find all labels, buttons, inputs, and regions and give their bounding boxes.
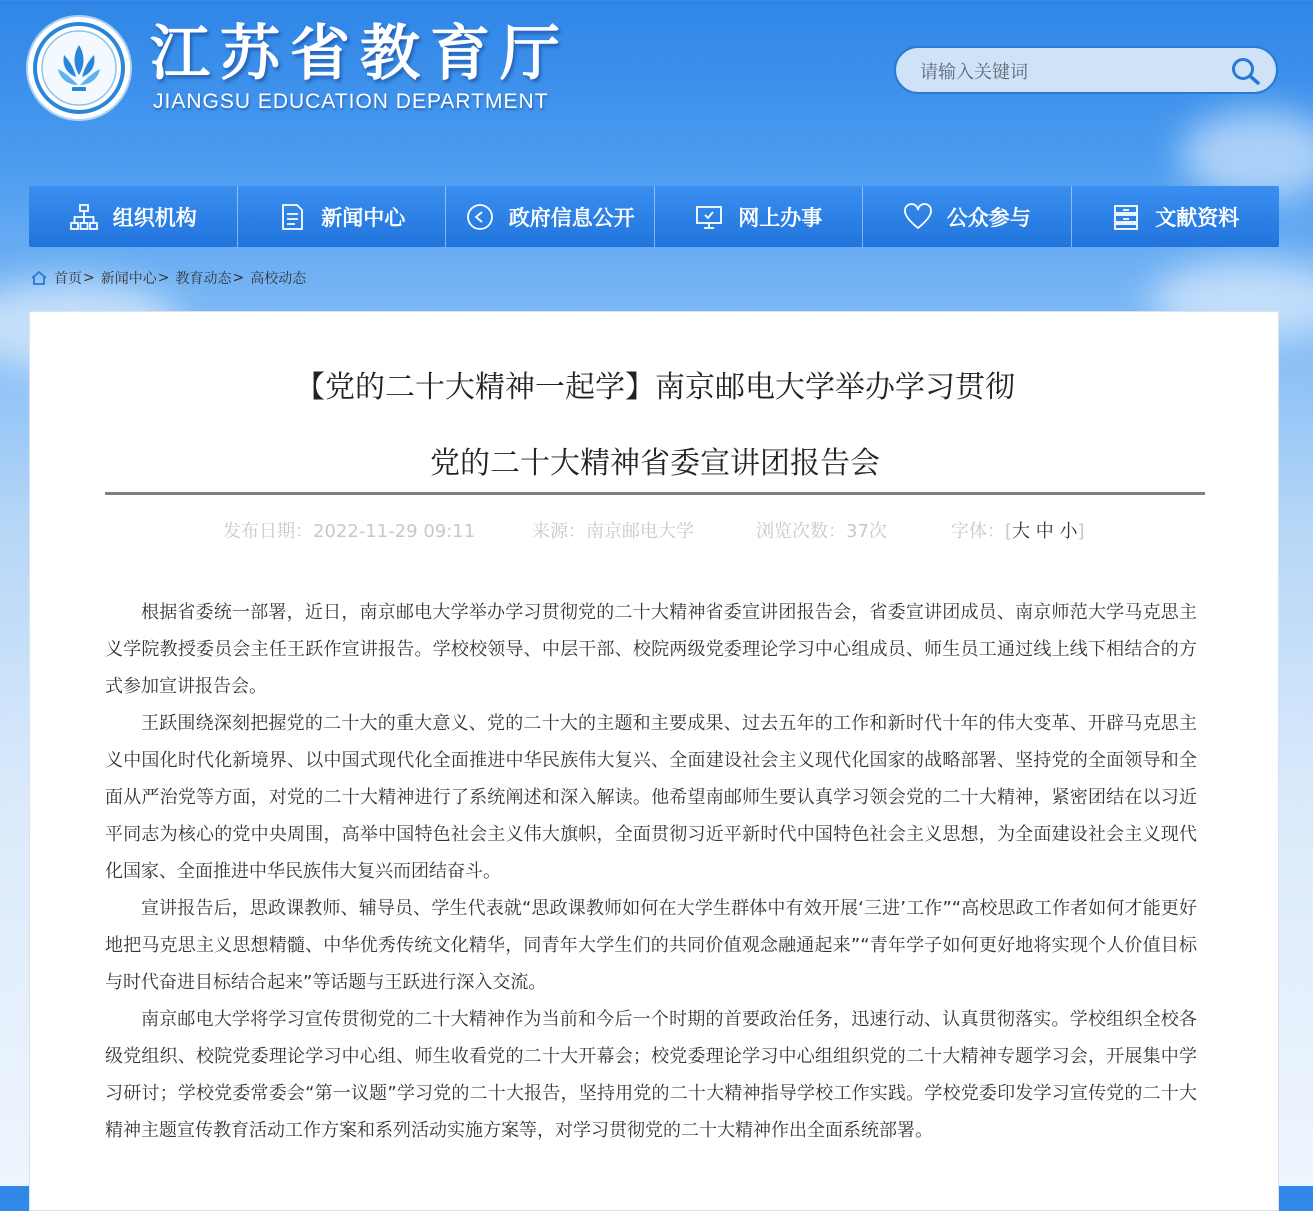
breadcrumb-university-news[interactable]: 高校动态 [250,271,307,287]
breadcrumb-home[interactable]: 首页 [54,271,82,287]
publish-date-value: 2022-11-29 09:11 [313,521,476,542]
site-title: 江苏省教育厅 [150,19,570,89]
font-size-control: 字体：[大 中 小] [951,521,1085,542]
search-button[interactable] [1230,56,1262,86]
breadcrumb-education-news[interactable]: 教育动态 [175,271,232,287]
title-divider [105,492,1205,495]
article-paragraph: 王跃围绕深刻把握党的二十大的重大意义、党的二十大的主题和主要成果、过去五年的工作和新时代十年的伟大变革、开辟马克思主义中国化时代化新境界、以中国式现代化全面推进中华民族伟大复兴、全面建设社会主义现代化国家的战略部署、坚持党的全面领导和全面从严治党等方面，对党的二十大精神进行了系统阐述和深入解读。他希望南邮师生要认真学习领会党的二十大精神，紧密团结在以习近平同志为核心的党中央周围，高举中国特色社会主义伟大旗帜，全面贯彻习近平新时代中国特色社会主义思想，为全面建设社会主义现代化国家、全面推进中华民族伟大复兴而团结奋斗。 [105,713,1197,882]
views-value: 37次 [846,521,887,542]
nav-label: 政府信息公开 [508,205,635,230]
nav-item-documents[interactable] [1072,186,1280,247]
home-icon [30,270,48,286]
breadcrumb-separator: > [83,270,95,286]
search-box [894,46,1278,94]
search-icon [1230,56,1262,86]
article-title-line1: 【党的二十大精神一起学】南京邮电大学举办学习贯彻 [295,370,1015,405]
breadcrumb [30,268,306,288]
main-navigation [29,186,1279,247]
nav-label: 组织机构 [112,205,197,230]
org-chart-icon [69,202,99,232]
breadcrumb-news-center[interactable]: 新闻中心 [100,271,157,287]
nav-item-public-participation[interactable] [863,186,1072,247]
article-source [532,517,694,543]
nav-label: 新闻中心 [321,205,406,230]
emblem-icon [28,17,130,119]
nav-label: 网上办事 [738,205,823,230]
nav-label: 文献资料 [1155,205,1240,230]
article-paragraph: 宣讲报告后，思政课教师、辅导员、学生代表就“思政课教师如何在大学生群体中有效开展‘三进’工作”“高校思政工作者如何才能更好地把马克思主义思想精髓、中华优秀传统文化精华，同青年大学生们的共同价值观念融通起来”“青年学子如何更好地将实现个人价值目标与时代奋进目标结合起来”等话题与王跃进行深入交流。 [105,898,1197,993]
nav-item-gov-info[interactable] [446,186,655,247]
nav-item-news-center[interactable] [238,186,447,247]
article-title-line2: 党的二十大精神省委宣讲团报告会 [430,446,880,481]
font-size-label: 字体： [951,521,1005,542]
font-size-small[interactable]: 小 [1059,521,1078,542]
article-body [105,594,1197,1149]
article-paragraph: 南京邮电大学将学习宣传贯彻党的二十大精神作为当前和今后一个时期的首要政治任务，迅速行动、认真贯彻落实。学校组织全校各级党组织、校院党委理论学习中心组、师生收看党的二十大开幕会；校党委理论学习中心组组织党的二十大精神专题学习会，开展集中学习研讨；学校党委常委会“第一议题”学习党的二十大报告，坚持用党的二十大精神指导学校工作实践。学校党委印发学习宣传党的二十大精神主题宣传教育活动工作方案和系列活动实施方案等，对学习贯彻党的二十大精神作出全面系统部署。 [105,1009,1197,1141]
source-label: 来源： [532,521,586,542]
publish-date [223,517,475,543]
monitor-icon [694,202,724,232]
font-size-medium[interactable]: 中 [1035,521,1054,542]
views-label: 浏览次数： [756,521,846,542]
site-subtitle: JIANGSU EDUCATION DEPARTMENT [153,90,549,113]
view-count [756,517,887,543]
article-card [29,311,1279,1211]
article-paragraph: 根据省委统一部署，近日，南京邮电大学举办学习贯彻党的二十大精神省委宣讲团报告会，省委宣讲团成员、南京师范大学马克思主义学院教授委员会主任王跃作宣讲报告。学校校领导、中层干部、校院两级党委理论学习中心组成员、师生员工通过线上线下相结合的方式参加宣讲报告会。 [105,602,1197,697]
breadcrumb-separator: > [232,270,245,286]
search-input[interactable] [918,58,1212,86]
font-size-large[interactable]: 大 [1012,521,1031,542]
breadcrumb-separator: > [157,270,170,286]
nav-label: 公众参与 [946,205,1031,230]
nav-item-online-services[interactable] [655,186,864,247]
site-header [0,0,1313,180]
nav-item-organization[interactable] [29,186,238,247]
play-circle-icon [465,202,495,232]
source-value: 南京邮电大学 [586,521,694,542]
education-department-emblem[interactable] [28,17,130,119]
document-icon [277,202,307,232]
publish-date-label: 发布日期： [223,521,313,542]
archive-icon [1111,202,1141,232]
heart-icon [903,202,933,232]
